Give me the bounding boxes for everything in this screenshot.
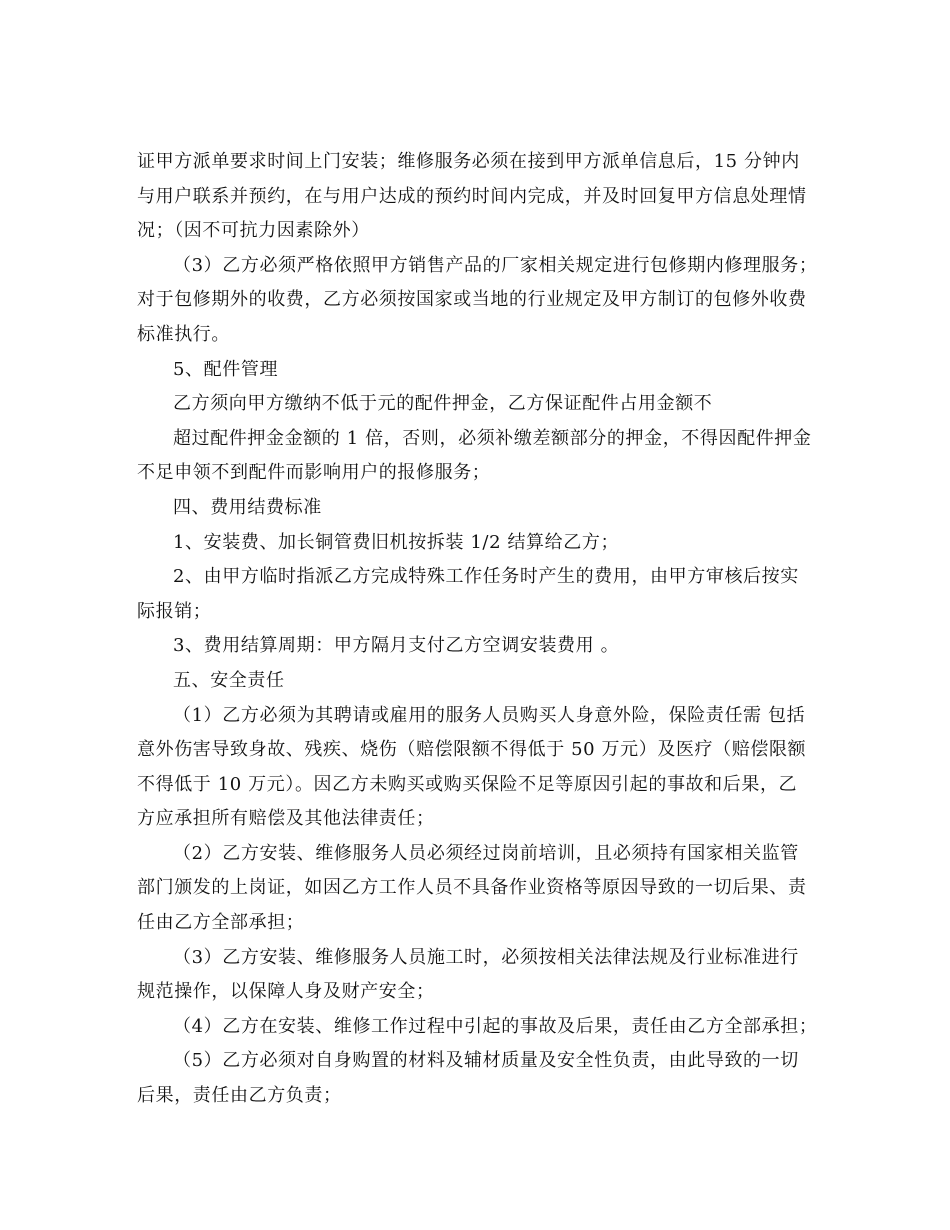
text-line: （3）乙方必须严格依照甲方销售产品的厂家相关规定进行包修期内修理服务； bbox=[173, 254, 818, 276]
text-line: 后果，责任由乙方负责； bbox=[137, 1085, 342, 1107]
document-body bbox=[137, 145, 817, 1114]
text-line: 3、费用结算周期：甲方隔月支付乙方空调安装费用 。 bbox=[173, 635, 620, 657]
text-line: 证甲方派单要求时间上门安装；维修服务必须在接到甲方派单信息后，15 分钟内 bbox=[137, 151, 800, 172]
text-line: （1）乙方必须为其聘请或雇用的服务人员购买人身意外险，保险责任需 包括 bbox=[173, 704, 806, 726]
section-heading: 四、费用结费标准 bbox=[173, 496, 322, 518]
text-line: （3）乙方安装、维修服务人员施工时，必须按相关法律法规及行业标准进行 bbox=[173, 946, 799, 968]
text-line: 况；（因不可抗力因素除外） bbox=[137, 220, 370, 242]
text-line: 部门颁发的上岗证，如因乙方工作人员不具备作业资格等原因导致的一切后果、责 bbox=[137, 877, 807, 899]
text-line: （2）乙方安装、维修服务人员必须经过岗前培训，且必须持有国家相关监管 bbox=[173, 842, 799, 864]
text-line: 方应承担所有赔偿及其他法律责任； bbox=[137, 808, 435, 830]
text-line: 际报销； bbox=[137, 600, 212, 622]
text-line: 1、安装费、加长铜管费旧机按拆装 1/2 结算给乙方； bbox=[173, 531, 620, 553]
text-line: 乙方须向甲方缴纳不低于元的配件押金，乙方保证配件占用金额不 bbox=[173, 393, 713, 415]
text-line: 规范操作，以保障人身及财产安全； bbox=[137, 981, 435, 1003]
section-heading: 5、配件管理 bbox=[173, 358, 279, 380]
text-line: 任由乙方全部承担； bbox=[137, 912, 305, 934]
text-line: 意外伤害导致身故、残疾、烧伤（赔偿限额不得低于 50 万元）及医疗（赔偿限额 bbox=[137, 739, 807, 761]
text-line: 与用户联系并预约，在与用户达成的预约时间内完成，并及时回复甲方信息处理情 bbox=[137, 185, 807, 207]
text-line: 标准执行。 bbox=[137, 323, 230, 345]
text-line: （4）乙方在安装、维修工作过程中引起的事故及后果，责任由乙方全部承担； bbox=[173, 1015, 818, 1037]
text-line: 不得低于 10 万元）。因乙方未购买或购买保险不足等原因引起的事故和后果，乙 bbox=[137, 773, 798, 795]
text-line: （5）乙方必须对自身购置的材料及辅材质量及安全性负责，由此导致的一切 bbox=[173, 1050, 799, 1072]
text-line: 2、由甲方临时指派乙方完成特殊工作任务时产生的费用，由甲方审核后按实 bbox=[173, 566, 799, 588]
text-line: 不足申领不到配件而影响用户的报修服务； bbox=[137, 462, 491, 484]
text-line: 超过配件押金金额的 1 倍，否则，必须补缴差额部分的押金，不得因配件押金 bbox=[173, 427, 812, 449]
section-heading: 五、安全责任 bbox=[173, 669, 285, 691]
text-line: 对于包修期外的收费，乙方必须按国家或当地的行业规定及甲方制订的包修外收费 bbox=[137, 289, 807, 311]
